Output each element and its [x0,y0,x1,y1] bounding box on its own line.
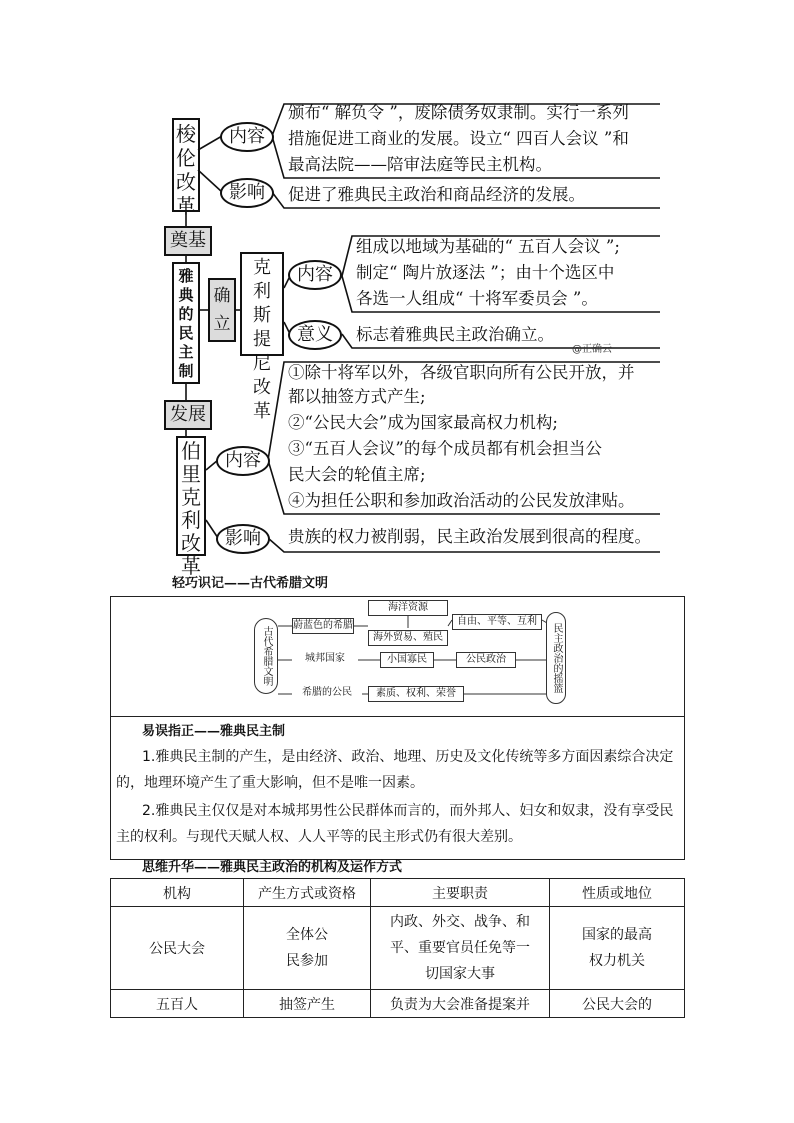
cleisthenes-content-line-2: 制定“ 陶片放逐法 ”；由十个选区中 [356,263,615,282]
table-cell: 公民大会 [111,907,244,990]
institutions-table [110,878,685,1018]
solon-content-line-2: 措施促进工商业的发展。设立“ 四百人会议 ”和 [288,129,629,148]
errors-p1-line-1: 1.雅典民主制的产生，是由经济、政治、地理、历史及文化传统等多方面因素综合决定 [142,749,674,765]
errors-p2-line-1: 2.雅典民主仅仅是对本城邦男性公民群体而言的，而外邦人、妇女和奴隶，没有享受民 [142,803,674,819]
memory-divider [110,716,685,717]
memory-top-c: 自由、平等、互利 [452,614,542,630]
table-cell [550,907,685,990]
pericles-content-line-6: ④为担任公职和参加政治活动的公民发放津贴。 [288,491,635,510]
memory-bot-a: 素质、权利、荣誉 [368,686,464,702]
watermark: @正确云 [572,344,612,355]
table-cell: 公民大会的 [550,990,685,1018]
pericles-content-label: 内容 [216,446,270,476]
pericles-title: 伯里克利改革 [176,436,206,556]
memory-right: 民主政治的摇篮 [546,612,566,704]
errors-p2-line-2: 主的权利。与现代天赋人权、人人平等的民主形式仍有很大差别。 [116,829,522,845]
table-row [111,907,685,990]
table-header: 主要职责 [371,879,550,907]
table-header: 机构 [111,879,244,907]
memory-row1: 蔚蓝色的希腊 [292,618,354,634]
solon-content-line-3: 最高法院——陪审法庭等民主机构。 [288,155,552,174]
pericles-effect-label: 影响 [216,524,270,554]
memory-title: 轻巧识记——古代希腊文明 [172,576,329,591]
center-label: 雅典的民主制 [172,262,200,384]
memory-row2: 城邦国家 [292,652,358,668]
cell-line: 切国家大事 [425,966,495,982]
memory-top-a: 海洋资源 [368,600,448,616]
cleisthenes-content-line-1: 组成以地域为基础的“ 五百人会议 ”; [356,237,620,256]
memory-left: 古代希腊文明 [254,618,278,694]
memory-mid-b: 公民政治 [456,652,516,668]
cell-line: 权力机关 [589,953,645,969]
table-cell [371,907,550,990]
memory-row3: 希腊的公民 [292,686,362,702]
cell-line: 国家的最高 [582,927,652,943]
errors-p1-line-2: 的，地理环境产生了重大影响，但不是唯一因素。 [116,775,424,791]
cleisthenes-meaning-label: 意义 [288,320,342,350]
pericles-effect-text: 贵族的权力被削弱，民主政治发展到很高的程度。 [288,527,651,546]
table-header: 性质或地位 [550,879,685,907]
pericles-content-line-5: 民大会的轮值主席; [288,465,426,484]
solon-effect-label: 影响 [220,178,274,208]
table-title: 思维升华——雅典民主政治的机构及运作方式 [142,860,403,875]
table-cell: 负责为大会准备提案并 [371,990,550,1018]
solon-content-label: 内容 [220,122,274,152]
cleisthenes-content-label: 内容 [288,260,342,290]
table-cell: 五百人 [111,990,244,1018]
solon-content-line-1: 颁布“ 解负令 ”，废除债务奴隶制。实行一系列 [288,103,629,122]
memory-top-b: 海外贸易、殖民 [368,630,448,646]
pericles-content-line-2: 都以抽签方式产生; [288,387,426,406]
table-row [111,990,685,1018]
establish-label: 确立 [208,278,236,342]
solon-effect-text: 促进了雅典民主政治和商品经济的发展。 [288,185,585,204]
cleisthenes-content-line-3: 各选一人组成“ 十将军委员会 ”。 [356,289,598,308]
table-cell: 抽签产生 [244,990,371,1018]
foundation-label: 奠基 [164,226,212,256]
cell-line: 平、重要官员任免等一 [390,940,530,956]
memory-mid-a: 小国寡民 [380,652,434,668]
errors-title: 易误指正——雅典民主制 [142,724,286,739]
cell-line: 全体公 [286,927,328,943]
cell-line: 民参加 [286,953,328,969]
table-cell [244,907,371,990]
cleisthenes-title: 克利斯提尼改革 [240,252,284,356]
pericles-content-line-3: ②“公民大会”成为国家最高权力机构; [288,413,558,432]
development-label: 发展 [164,400,212,430]
table-header: 产生方式或资格 [244,879,371,907]
pericles-content-line-1: ①除十将军以外，各级官职向所有公民开放，并 [288,363,635,382]
cleisthenes-meaning-text: 标志着雅典民主政治确立。 [356,325,554,344]
solon-title: 梭伦改革 [172,118,200,212]
cell-line: 内政、外交、战争、和 [390,914,530,930]
pericles-content-line-4: ③“五百人会议”的每个成员都有机会担当公 [288,439,602,458]
